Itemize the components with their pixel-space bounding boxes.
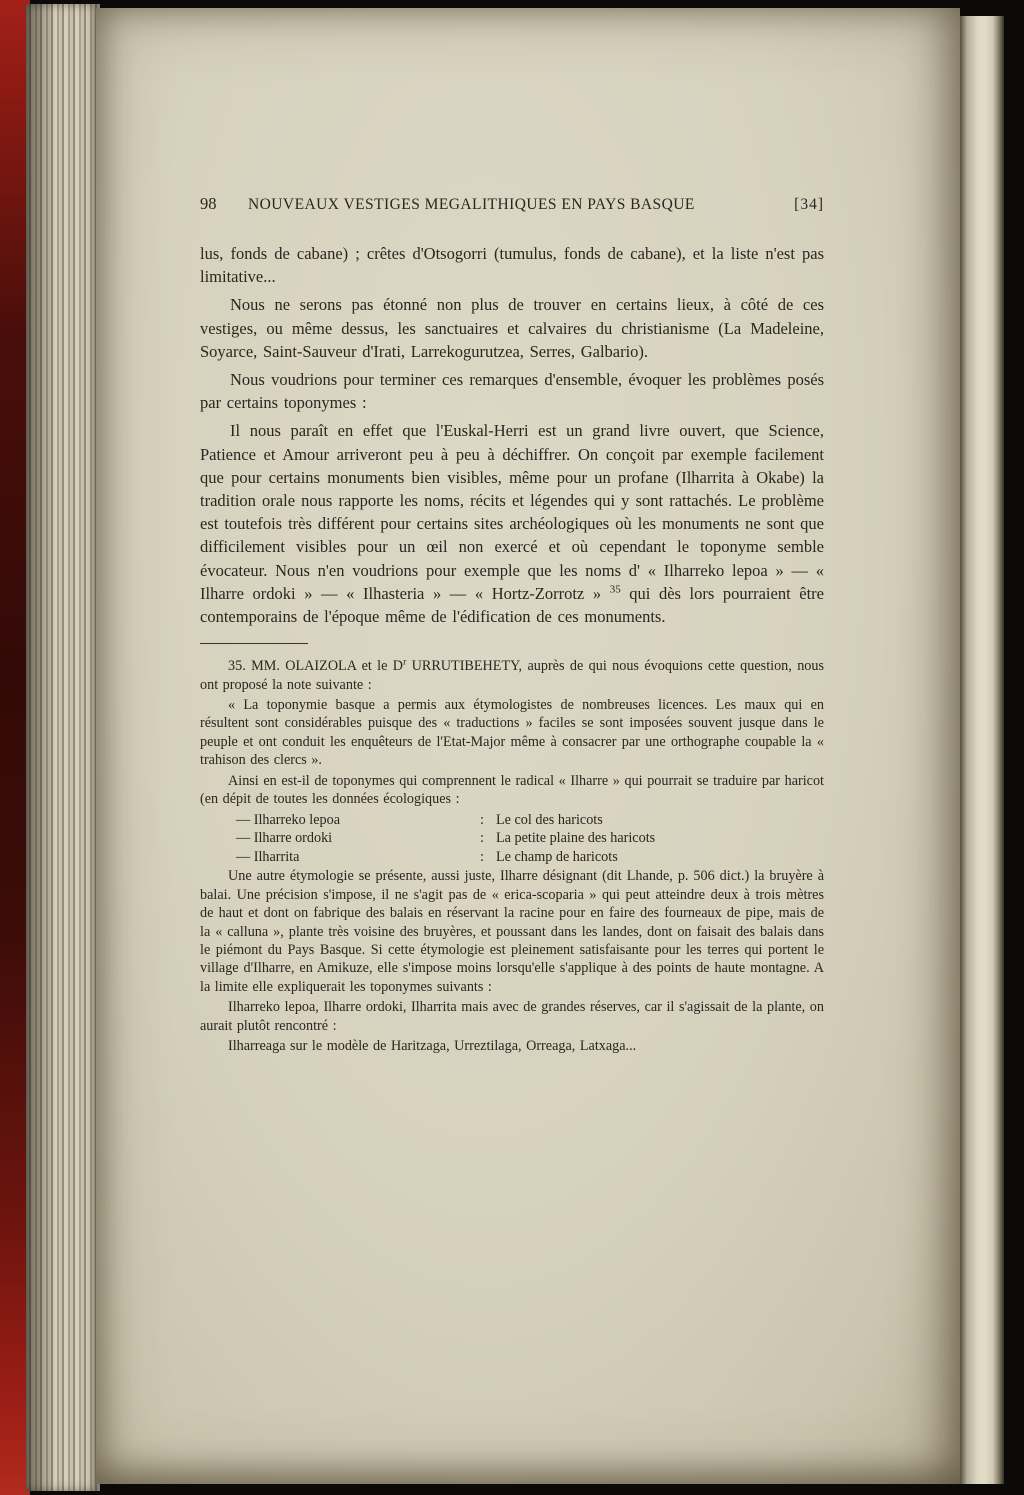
running-title: NOUVEAUX VESTIGES MEGALITHIQUES EN PAYS BASQUE bbox=[248, 196, 695, 213]
footnote-paragraph-5: Ilharreko lepoa, Ilharre ordoki, Ilharrita mais avec de grandes réserves, car il s'agissait de la plante, on aurait plutôt rencontré : bbox=[200, 999, 824, 1034]
glossary-term: — Ilharrita bbox=[236, 848, 300, 865]
page-number: 98 bbox=[200, 194, 217, 213]
glossary-term: — Ilharre ordoki bbox=[236, 830, 333, 847]
footnote-35 bbox=[200, 657, 824, 1055]
glossary-definition: Le col des haricots bbox=[496, 811, 603, 828]
page-stack-edges bbox=[26, 4, 100, 1491]
page-header bbox=[200, 194, 824, 214]
glossary-colon: : bbox=[480, 848, 484, 865]
glossary-definition: Le champ de haricots bbox=[496, 848, 618, 865]
glossary-colon: : bbox=[480, 830, 484, 847]
body-paragraph-3: Nous voudrions pour terminer ces remarques d'ensemble, évoquer les problèmes posés par certains toponymes : bbox=[200, 370, 824, 413]
footnote-paragraph-6: Ilharreaga sur le modèle de Haritzaga, Urreztilaga, Orreaga, Latxaga... bbox=[228, 1037, 637, 1054]
glossary-term: — Ilharreko lepoa bbox=[236, 811, 340, 828]
toponym-glossary-list bbox=[200, 811, 824, 867]
issue-number: [34] bbox=[794, 196, 824, 213]
body-paragraph-1: lus, fonds de cabane) ; crêtes d'Otsogorri (tumulus, fonds de cabane), et la liste n'est pas limitative... bbox=[200, 244, 824, 287]
body-paragraph-2: Nous ne serons pas étonné non plus de trouver en certains lieux, à côté de ces vestiges, ou même dessus, les sanctuaires et calvaires du christianisme (La Madeleine, Soyarce, Saint-Sauveur d'Irati, Larrekogurutzea, Serres, Galbario). bbox=[200, 295, 824, 361]
body-text bbox=[200, 242, 824, 628]
page-content bbox=[200, 194, 824, 1057]
body-paragraph-4-text: Il nous paraît en effet que l'Euskal-Herri est un grand livre ouvert, que Science, Patience et Amour arriveront peu à peu à déchiffrer. On conçoit par exemple facilement que pour certains monuments bien visibles, même pour un profane (Ilharrita à Okabe) la tradition orale nous rapporte les noms, récits et légendes qui y sont rattachés. Le problème est toutefois très différent pour certains sites archéologiques où les monuments ne sont que difficilement visibles pour un œil non exercé et où cependant le toponyme semble évocateur. Nous n'en voudrions pour exemple que les noms d' « Ilharreko lepoa » — « Ilharre ordoki » — « Ilhasteria » — « Hortz-Zorrotz » bbox=[200, 421, 824, 603]
glossary-row bbox=[200, 811, 824, 830]
footnote-paragraph-4: Une autre étymologie se présente, aussi juste, Ilharre désignant (dit Lhande, p. 506 dict.) la bruyère à balai. Une précision s'impose, il ne s'agit pas de « erica-scoparia » qui peut atteindre deux à trois mètres de haut et dont on fabrique des balais en réservant la racine pour en faire des fourneaux de pipe, mais de la « calluna », plante très voisine des bruyères, et poussant dans les landes, dont on faisait des balais dans le piémont du Pays Basque. Si cette étymologie est pleinement satisfaisante pour les terres qui portent le village d'Ilharre, en Amikuze, elle s'impose moins lorsqu'elle s'applique à des points de haute montagne. A la limite elle expliquerait les toponymes suivants : bbox=[200, 868, 824, 995]
footnote-paragraph-1-text: 35. MM. OLAIZOLA et le D bbox=[228, 658, 404, 675]
body-paragraph-4 bbox=[200, 419, 824, 628]
footnote-separator-rule bbox=[200, 643, 308, 644]
book-page bbox=[96, 8, 960, 1484]
body-paragraph-4-continuation: qui dès lors pourraient être contemporains de l'époque même de l'édification de ces monuments. bbox=[200, 583, 824, 627]
footnote-paragraph-3: Ainsi en est-il de toponymes qui comprennent le radical « Ilharre » qui pourrait se traduire par haricot (en dépit de toutes les données écologiques : bbox=[200, 772, 824, 808]
glossary-row bbox=[200, 829, 824, 848]
doctor-abbreviation-superscript: r bbox=[403, 657, 407, 668]
footnote-paragraph-1-continuation: URRUTIBEHETY, auprès de qui nous évoquions cette question, nous ont proposé la note suivante : bbox=[200, 658, 824, 693]
footnote-reference-35: 35 bbox=[609, 583, 621, 596]
glossary-definition: La petite plaine des haricots bbox=[496, 830, 656, 847]
glossary-colon: : bbox=[480, 811, 484, 828]
footnote-paragraph-1 bbox=[200, 657, 824, 694]
facing-page-edge bbox=[960, 16, 1004, 1484]
glossary-row bbox=[200, 848, 824, 867]
footnote-paragraph-2: « La toponymie basque a permis aux étymologistes de nombreuses licences. Les maux qui en résultent sont considérables puisque des « traductions » faciles se sont imposées souvent jusque dans le peuple et ont conduit les enquêteurs de l'Etat-Major même à consacrer par une orthographe coupable la « trahison des clercs ». bbox=[200, 697, 824, 769]
